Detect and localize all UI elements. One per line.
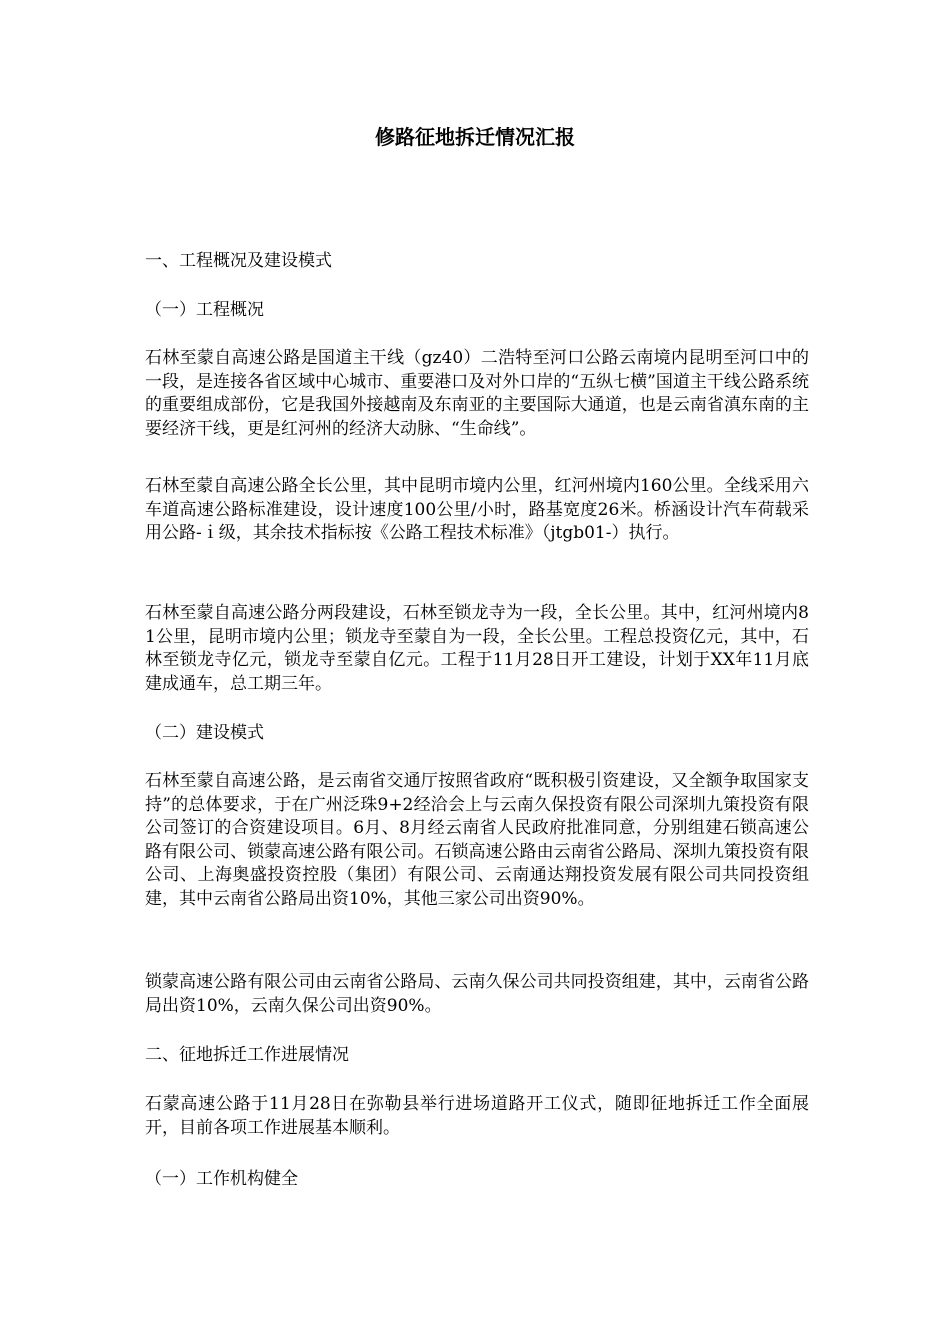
document-title: 修路征地拆迁情况汇报 [375, 125, 575, 149]
paragraph-progress: 石蒙高速公路于11月28日在弥勒县举行进场道路开工仪式，随即征地拆迁工作全面展开，目前各项工作进展基本顺利。 [145, 1094, 809, 1138]
paragraph-route-length: 石林至蒙自高速公路全长公里，其中昆明市境内公里，红河州境内160公里。全线采用六车道高速公路标准建设，设计速度100公里/小时，路基宽度26米。桥涵设计汽车荷载采用公路-ｉ级，其余技术指标按《公路工程技术标准》（jtgb01-）执行。 [145, 476, 809, 543]
paragraph-construction-mode: 石林至蒙自高速公路，是云南省交通厅按照省政府“既积极引资建设，又全额争取国家支持”的总体要求，于在广州泛珠9+2经洽会上与云南久保投资有限公司深圳九策投资有限公司签订的合资建设项目。6月、8月经云南省人民政府批准同意，分别组建石锁高速公路有限公司、锁蒙高速公路有限公司。石锁高速公路由云南省公路局、深圳九策投资有限公司、上海奥盛投资控股（集团）有限公司、云南通达翔投资发展有限公司共同投资组建，其中云南省公路局出资10%，其他三家公司出资90%。 [145, 771, 809, 909]
subsection-heading-2-1: （一）工作机构健全 [145, 1169, 298, 1189]
subsection-heading-1-2: （二）建设模式 [145, 723, 264, 743]
section-heading-2: 二、征地拆迁工作进展情况 [145, 1045, 349, 1065]
paragraph-suomeng-company: 锁蒙高速公路有限公司由云南省公路局、云南久保公司共同投资组建，其中，云南省公路局出资10%，云南久保公司出资90%。 [145, 972, 809, 1016]
paragraph-construction-phases: 石林至蒙自高速公路分两段建设，石林至锁龙寺为一段，全长公里。其中，红河州境内81公里，昆明市境内公里；锁龙寺至蒙自为一段，全长公里。工程总投资亿元，其中，石林至锁龙寺亿元，锁龙寺至蒙自亿元。工程于11月28日开工建设，计划于XX年11月底建成通车，总工期三年。 [145, 603, 809, 694]
paragraph-project-overview: 石林至蒙自高速公路是国道主干线（gz40）二浩特至河口公路云南境内昆明至河口中的一段，是连接各省区域中心城市、重要港口及对外口岸的“五纵七横”国道主干线公路系统的重要组成部份，它是我国外接越南及东南亚的主要国际大通道，也是云南省滇东南的主要经济干线，更是红河州的经济大动脉、“生命线”。 [145, 348, 809, 439]
subsection-heading-1-1: （一）工程概况 [145, 300, 264, 320]
section-heading-1: 一、工程概况及建设模式 [145, 251, 332, 271]
